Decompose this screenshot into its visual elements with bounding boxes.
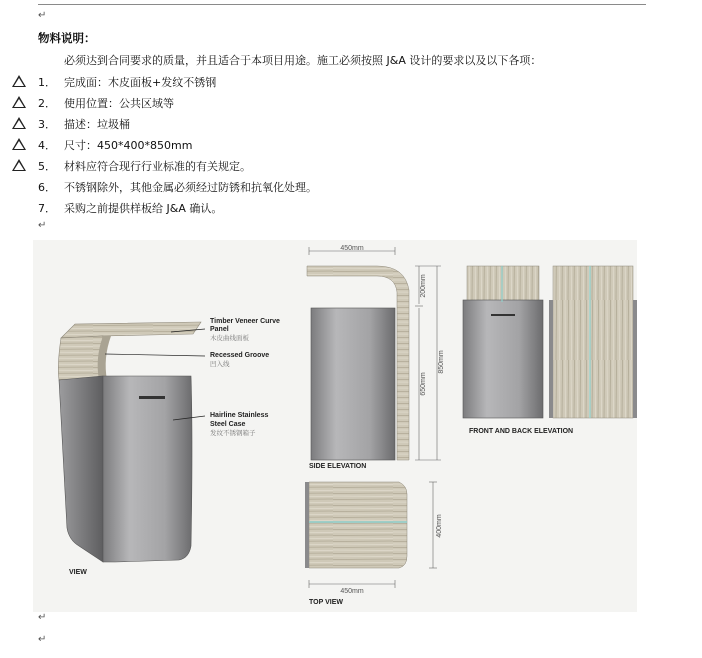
- warning-triangle-icon: [12, 96, 26, 108]
- side-elevation-label: SIDE ELEVATION: [309, 463, 367, 470]
- list-item: 7． 采购之前提供样板给 J&A 确认。: [38, 202, 223, 215]
- top-view-label: TOP VIEW: [309, 599, 343, 606]
- warning-triangle-icon: [12, 159, 26, 171]
- dim-200: 200mm: [420, 274, 427, 298]
- top-view: [305, 482, 437, 588]
- warning-triangle-icon: [12, 75, 26, 87]
- product-drawing: [33, 240, 637, 612]
- callout-groove-cn: 凹入线: [210, 360, 230, 368]
- list-item: 6． 不锈钢除外，其他金属必须经过防锈和抗氧化处理。: [38, 181, 317, 194]
- callout-case-cn: 发纹不锈钢箱子: [210, 429, 256, 437]
- callout-groove-en: Recessed Groove: [210, 352, 270, 359]
- page-top-rule: [38, 4, 646, 5]
- intro-text: 必须达到合同要求的质量，并且适合于本项目用途。施工必须按照 J&A 设计的要求以及以下各项：: [64, 54, 542, 67]
- paragraph-mark: ↵: [38, 220, 47, 231]
- list-item: 2． 使用位置：公共区域等: [38, 97, 174, 110]
- callout-panel-en-1: Timber Veneer Curve: [210, 318, 280, 325]
- list-item: 1． 完成面：木皮面板+发纹不锈钢: [38, 76, 217, 89]
- front-back-label: FRONT AND BACK ELEVATION: [469, 428, 574, 435]
- list-item: 4． 尺寸：450*400*850mm: [38, 139, 193, 152]
- dim-bottom-width: 450mm: [340, 588, 364, 595]
- perspective-view: [58, 322, 201, 562]
- back-elevation: [549, 266, 637, 418]
- paragraph-mark: ↵: [38, 10, 47, 21]
- callout-panel-en-2: Panel: [210, 326, 229, 333]
- warning-triangle-icon: [12, 138, 26, 150]
- warning-triangle-icon: [12, 117, 26, 129]
- paragraph-mark: ↵: [38, 634, 47, 645]
- callout-panel-cn: 木皮曲线面板: [210, 334, 249, 342]
- list-item: 3． 描述：垃圾桶: [38, 118, 130, 131]
- view-label: VIEW: [69, 569, 87, 576]
- callout-case-en-2: Steel Case: [210, 421, 246, 428]
- drawing-canvas: [33, 240, 637, 612]
- list-item: 5． 材料应符合现行行业标准的有关规定。: [38, 160, 251, 173]
- dim-top-width: 450mm: [340, 245, 364, 252]
- section-title: 物料说明：: [38, 31, 96, 45]
- dim-400: 400mm: [436, 514, 443, 538]
- dim-650: 650mm: [420, 372, 427, 396]
- paragraph-mark: ↵: [38, 612, 47, 623]
- front-elevation: [463, 266, 543, 418]
- dim-850: 850mm: [438, 350, 445, 374]
- callout-case-en-1: Hairline Stainless: [210, 412, 269, 419]
